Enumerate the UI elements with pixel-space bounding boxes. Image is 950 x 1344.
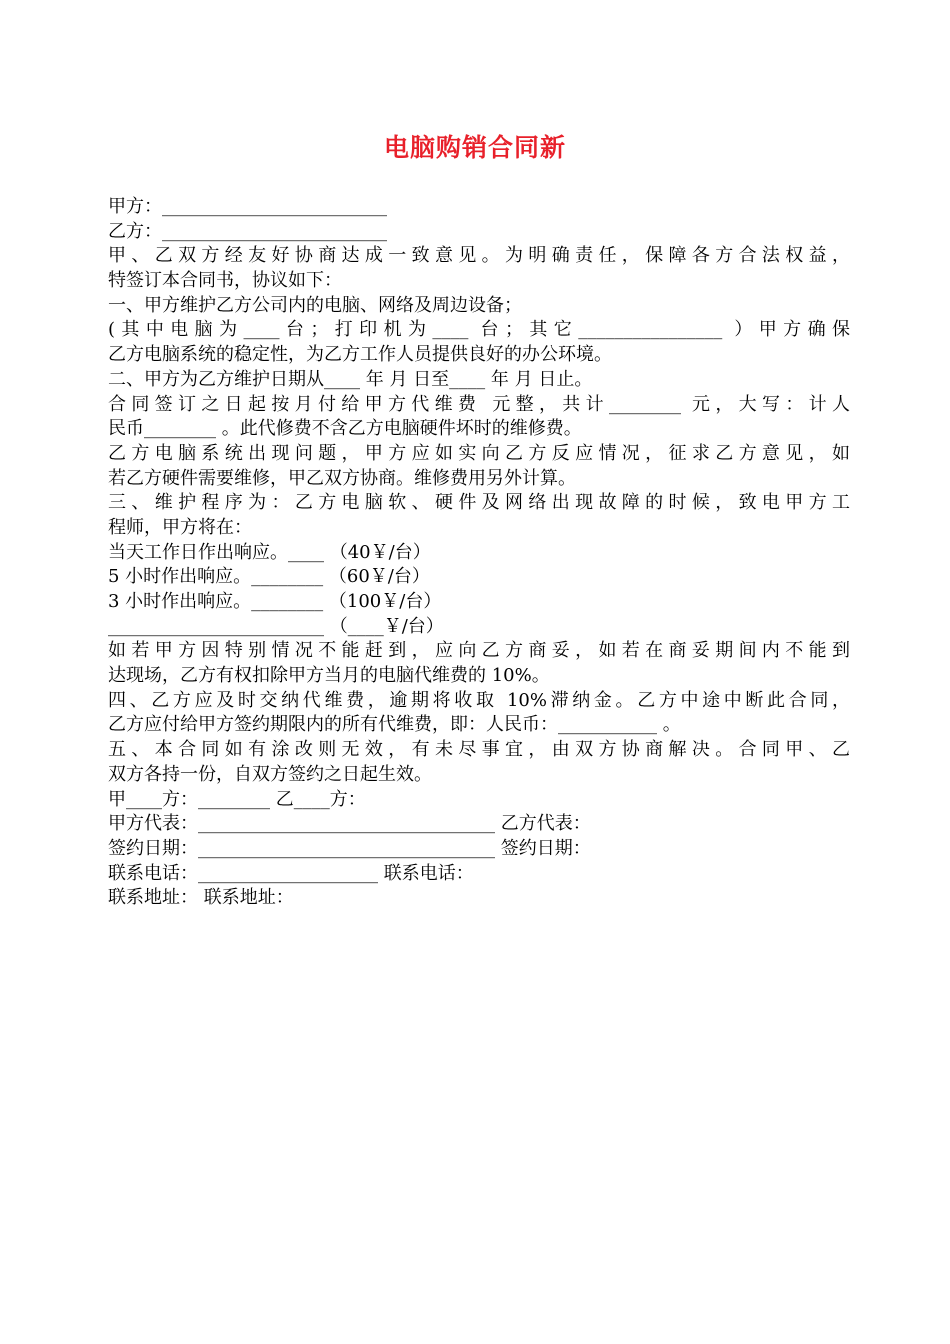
clause-2-line-3: 民币________ 。此代修费不含乙方电脑硬件坏时的维修费。 [108, 418, 582, 440]
clause-2-line-5: 若乙方硬件需要维修，甲乙双方协商。维修费用另外计算。 [108, 467, 576, 489]
response-5-hours: 5 小时作出响应。________ （60￥/台） [108, 566, 430, 588]
preamble-line-1: 甲、乙双方经友好协商达成一致意见。为明确责任，保障各方合法权益， [108, 245, 850, 267]
clause-1-line-1: 一、甲方维护乙方公司内的电脑、网络及周边设备； [108, 294, 522, 316]
clause-4-line-1: 四、乙方应及时交纳代维费，逾期将收取 10%滞纳金。乙方中途中断此合同， [108, 689, 850, 711]
signature-dates: 签约日期：_________________________________ 签约日期： [108, 837, 591, 859]
clause-2-line-1: 二、甲方为乙方维护日期从____ 年 月 日至____ 年 月 日止。 [108, 368, 593, 390]
document-title: 电脑购销合同新 [383, 133, 566, 162]
clause-3-line-4: 达现场，乙方有权扣除甲方当月的电脑代维费的 10%。 [108, 665, 550, 687]
clause-1-line-3: 乙方电脑系统的稳定性，为乙方工作人员提供良好的办公环境。 [108, 344, 612, 366]
preamble-line-2: 特签订本合同书，协议如下： [108, 270, 342, 292]
response-3-hours: 3 小时作出响应。________ （100￥/台） [108, 591, 442, 612]
response-custom: ________________________ （____￥/台） [108, 615, 444, 637]
clause-5-line-1: 五、本合同如有涂改则无效，有未尽事宜，由双方协商解决。合同甲、乙 [108, 739, 850, 761]
party-a-line: 甲方：_________________________ [108, 196, 387, 217]
clause-5-line-2: 双方各持一份，自双方签约之日起生效。 [108, 763, 432, 785]
clause-4-line-2: 乙方应付给甲方签约期限内的所有代维费，即：人民币：___________ 。 [108, 714, 681, 736]
signature-phones: 联系电话：____________________ 联系电话： [108, 862, 474, 884]
contract-body [108, 195, 850, 911]
response-same-day: 当天工作日作出响应。____ （40￥/台） [108, 541, 431, 563]
clause-1-line-2: (其中电脑为____台；打印机为____ 台；其它________________ ）甲方确保 [108, 319, 850, 341]
clause-3-line-1: 三、维护程序为：乙方电脑软、硬件及网络出现故障的时候，致电甲方工 [108, 492, 850, 514]
signature-representatives: 甲方代表：_________________________________ 乙方代表： [108, 813, 591, 835]
signature-parties: 甲____方：________ 乙____方： [108, 788, 366, 810]
clause-2-line-4: 乙方电脑系统出现问题，甲方应如实向乙方反应情况，征求乙方意见，如 [108, 442, 850, 464]
clause-2-line-2: 合同签订之日起按月付给甲方代维费 元整，共计________ 元，大写：计人 [108, 393, 850, 415]
signature-addresses: 联系地址： 联系地址： [108, 887, 294, 909]
clause-3-line-3: 如若甲方因特别情况不能赶到，应向乙方商妥，如若在商妥期间内不能到 [108, 640, 850, 662]
party-b-line: 乙方：_________________________ [108, 220, 387, 242]
clause-3-line-2: 程师，甲方将在： [108, 516, 252, 538]
